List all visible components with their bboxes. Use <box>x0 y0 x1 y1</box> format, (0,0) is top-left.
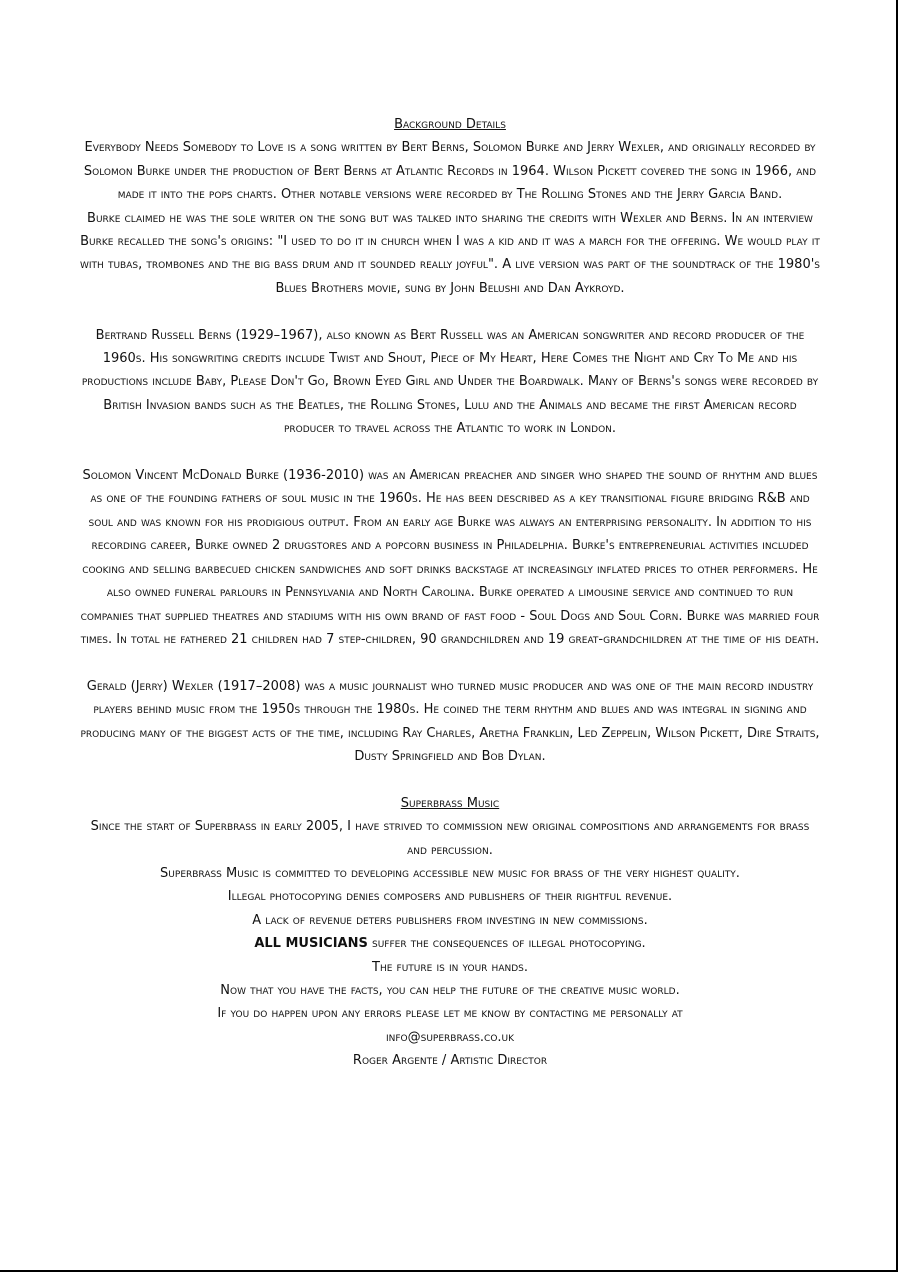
superbrass-heading: Superbrass Music <box>400 795 500 811</box>
superbrass-line: Now that you have the facts, you can help the future of the creative music world. <box>220 982 680 998</box>
superbrass-line: A lack of revenue deters publishers from investing in new commissions. <box>252 912 648 928</box>
background-paragraph-song: Everybody Needs Somebody to Love is a song written by Bert Berns, Solomon Burke and Jerry Wexler, and originally recorded by Solomon Burke under the production of Bert Berns at Atlantic Records in 1964. Wilson Pickett covered the song in 1966, and made it into the pops charts. Other notable versions were recorded by The Rolling Stones and the Jerry Garcia Band. <box>83 140 817 203</box>
background-heading: Background Details <box>394 117 506 132</box>
spacer <box>80 300 820 323</box>
document-content <box>80 113 820 1073</box>
background-paragraph-wexler: Gerald (Jerry) Wexler (1917–2008) was a music journalist who turned music producer and was one of the main record industry players behind music from the 1950s through the 1980s. He coined the term rhythm and blues and was integral in signing and producing many of the biggest acts of the time, including Ray Charles, Aretha Franklin, Led Zeppelin, Wilson Pickett, Dire Straits, Dusty Springfield and Bob Dylan. <box>80 678 820 764</box>
superbrass-line: If you do happen upon any errors please let me know by contacting me personally at <box>217 1006 683 1022</box>
superbrass-line: The future is in your hands. <box>372 959 528 975</box>
background-paragraph-burke: Solomon Vincent McDonald Burke (1936-2010) was an American preacher and singer who shaped the sound of rhythm and blues as one of the founding fathers of soul music in the 1960s. He has been described as a key transitional figure bridging R&B and soul and was known for his prodigious output. From an early age Burke was always an enterprising personality. In addition to his recording career, Burke owned 2 drugstores and a popcorn business in Philadelphia. Burke's entrepreneurial activities included cooking and selling barbecued chicken sandwiches and soft drinks backstage at increasingly inflated prices to other performers. He also owned funeral parlours in Pennsylvania and North Carolina. Burke operated a limousine service and continued to run companies that supplied theatres and stadiums with his own brand of fast food - Soul Dogs and Soul Corn. Burke was married four times. In total he fathered 21 children had 7 step-children, 90 grandchildren and 19 great-grandchildren at the time of his death. <box>80 468 820 647</box>
contact-email: info@superbrass.co.uk <box>385 1029 515 1045</box>
background-paragraph-origins: Burke claimed he was the sole writer on the song but was talked into sharing the credits with Wexler and Berns. In an interview Burke recalled the song's origins: "I used to do it in church when I was a kid and it was a march for the offering. We would play it with tubas, trombones and the big bass drum and it sounded really joyful". A live version was part of the soundtrack of the 1980's Blues Brothers movie, sung by John Belushi and Dan Aykroyd. <box>80 210 820 296</box>
superbrass-line: Superbrass Music is committed to developing accessible new music for brass of the very highest quality. <box>160 865 740 881</box>
musicians-line-rest: suffer the consequences of illegal photocopying. <box>367 936 646 952</box>
musicians-line <box>80 932 820 955</box>
superbrass-line: Illegal photocopying denies composers and publishers of their rightful revenue. <box>227 889 673 905</box>
all-musicians-emphasis: ALL MUSICIANS <box>254 936 368 952</box>
spacer <box>80 768 820 791</box>
spacer <box>80 651 820 674</box>
signature: Roger Argente / Artistic Director <box>352 1053 548 1069</box>
superbrass-line: Since the start of Superbrass in early 2005, I have strived to commission new original compositions and arrangements for brass and percussion. <box>90 819 810 858</box>
spacer <box>80 441 820 464</box>
background-paragraph-berns: Bertrand Russell Berns (1929–1967), also known as Bert Russell was an American songwriter and record producer of the 1960s. His songwriting credits include Twist and Shout, Piece of My Heart, Here Comes the Night and Cry To Me and his productions include Baby, Please Don't Go, Brown Eyed Girl and Under the Boardwalk. Many of Berns's songs were recorded by British Invasion bands such as the Beatles, the Rolling Stones, Lulu and the Animals and became the first American record producer to travel across the Atlantic to work in London. <box>81 327 819 437</box>
